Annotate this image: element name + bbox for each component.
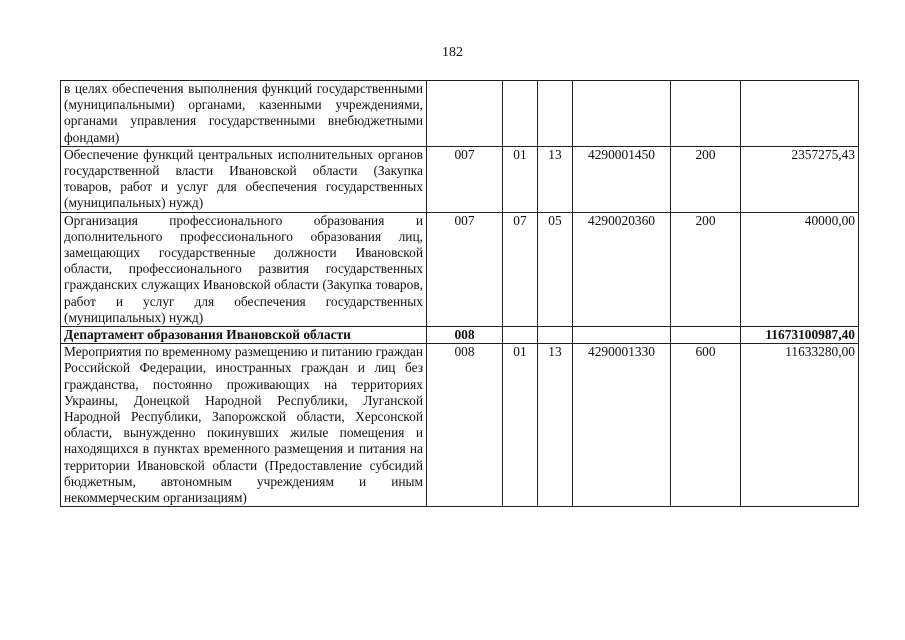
- row-amount: 11633280,00: [741, 344, 859, 507]
- row-ministry-code: 008: [427, 344, 503, 507]
- row-section-code: [503, 327, 538, 344]
- table-row: [61, 344, 859, 507]
- row-description: Организация профессионального образования и дополнительного профессионального образования лиц, замещающих государственные должности Ивановской области, профессионального развития государственных гражданских служащих Ивановской области (Закупка товаров, работ и услуг для обеспечения государственных (муниципальных) нужд): [61, 212, 427, 326]
- row-subsection-code: [538, 81, 573, 147]
- row-expense-type: [671, 81, 741, 147]
- table-body: [61, 81, 859, 507]
- row-amount: 40000,00: [741, 212, 859, 326]
- table-row: [61, 212, 859, 326]
- row-target-article: [573, 81, 671, 147]
- row-amount: 11673100987,40: [741, 327, 859, 344]
- row-subsection-code: 05: [538, 212, 573, 326]
- row-target-article: 4290001330: [573, 344, 671, 507]
- row-expense-type: 200: [671, 212, 741, 326]
- row-subsection-code: [538, 327, 573, 344]
- row-section-code: 01: [503, 146, 538, 212]
- table-row: [61, 146, 859, 212]
- row-expense-type: [671, 327, 741, 344]
- row-ministry-code: [427, 81, 503, 147]
- row-target-article: [573, 327, 671, 344]
- row-amount: [741, 81, 859, 147]
- row-subsection-code: 13: [538, 344, 573, 507]
- row-target-article: 4290020360: [573, 212, 671, 326]
- row-description: Обеспечение функций центральных исполнительных органов государственной власти Ивановской области (Закупка товаров, работ и услуг для обеспечения государственных (муниципальных) нужд): [61, 146, 427, 212]
- row-section-code: [503, 81, 538, 147]
- row-description: Департамент образования Ивановской области: [61, 327, 427, 344]
- table-row-department-header: [61, 327, 859, 344]
- row-ministry-code: 007: [427, 212, 503, 326]
- page-number: 182: [442, 45, 463, 60]
- row-expense-type: 200: [671, 146, 741, 212]
- row-description: в целях обеспечения выполнения функций государственными (муниципальными) органами, казенными учреждениями, органами управления государственными внебюджетными фондами): [61, 81, 427, 147]
- row-target-article: 4290001450: [573, 146, 671, 212]
- budget-table: [60, 80, 859, 507]
- row-ministry-code: 007: [427, 146, 503, 212]
- row-section-code: 01: [503, 344, 538, 507]
- row-ministry-code: 008: [427, 327, 503, 344]
- row-subsection-code: 13: [538, 146, 573, 212]
- row-amount: 2357275,43: [741, 146, 859, 212]
- row-expense-type: 600: [671, 344, 741, 507]
- row-section-code: 07: [503, 212, 538, 326]
- row-description: Мероприятия по временному размещению и питанию граждан Российской Федерации, иностранных граждан и лиц без гражданства, постоянно проживающих на территориях Украины, Донецкой Народной Республики, Луганской Народной Республики, Запорожской области, Херсонской области, вынужденно покинувших жилые помещения и находящихся в пунктах временного размещения и питания на территории Ивановской области (Предоставление субсидий бюджетным, автономным учреждениям и иным некоммерческим организациям): [61, 344, 427, 507]
- table-row: [61, 81, 859, 147]
